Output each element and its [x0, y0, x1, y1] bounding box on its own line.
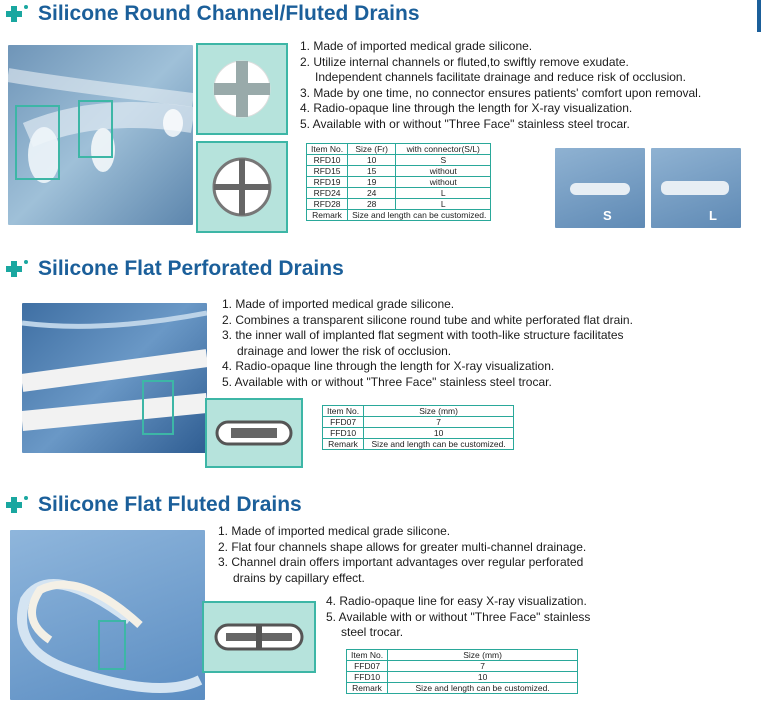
callout-box: [78, 100, 113, 158]
section-title-flat-fluted: Silicone Flat Fluted Drains: [4, 493, 302, 517]
spec-table: Item No. Size (Fr) with connector(S/L) RFD10 10 S RFD15 15 without RFD19 19 without RFD24 24 L RFD28 28 L Remark Size and length can be customized.: [306, 143, 491, 221]
callout-box: [15, 105, 60, 180]
callout-box: [98, 620, 126, 670]
spec-table: Item No. Size (mm) FFD07 7 FFD10 10 Remark Size and length can be customized.: [322, 405, 514, 450]
connector-l-photo: L: [651, 148, 741, 228]
section-title-round-channel: Silicone Round Channel/Fluted Drains: [4, 2, 420, 26]
cross-section-fluted: [196, 43, 288, 135]
flat-perforated-photo: [22, 303, 207, 453]
feature-list: 1. Made of imported medical grade silicone. 2. Combines a transparent silicone round tube and white perforated flat drain. 3. the inner wall of implanted flat segment with tooth-like structure facilitates drainage and lower the risk of occlusion. 4. Radio-opaque line through the length for X-ray visualization. 5. Available with or without "Three Face" stainless steel trocar.: [222, 297, 633, 389]
plus-icon: [4, 258, 34, 280]
connector-s-photo: S: [555, 148, 645, 228]
spec-table: Item No. Size (mm) FFD07 7 FFD10 10 Remark Size and length can be customized.: [346, 649, 578, 694]
plus-icon: [4, 3, 34, 25]
callout-box: [142, 380, 174, 435]
page-edge-accent: [757, 0, 761, 32]
feature-list: 1. Made of imported medical grade silicone. 2. Utilize internal channels or fluted,to swiftly remove exudate. Independent channels facilitate drainage and reduce risk of occlusion. 3. Made by one time, no connector ensures patients' comfort upon removal. 4. Radio-opaque line through the length for X-ray visualization. 5. Available with or without "Three Face" stainless steel trocar.: [300, 39, 702, 131]
feature-list: 1. Made of imported medical grade silicone. 2. Flat four channels shape allows for greater multi-channel drainage. 3. Channel drain offers important advantages over regular perforated drains by capillary effect.: [218, 524, 587, 585]
plus-icon: [4, 494, 34, 516]
cross-section-perforated: [205, 398, 303, 468]
cross-section-fluted-flat: [202, 601, 316, 673]
section-title-flat-perforated: Silicone Flat Perforated Drains: [4, 257, 344, 281]
cross-section-channel: [196, 141, 288, 233]
feature-list-continued: 4. Radio-opaque line for easy X-ray visualization. 5. Available with or without "Three Face" stainless steel trocar.: [326, 594, 591, 639]
flat-fluted-photo: [10, 530, 205, 700]
